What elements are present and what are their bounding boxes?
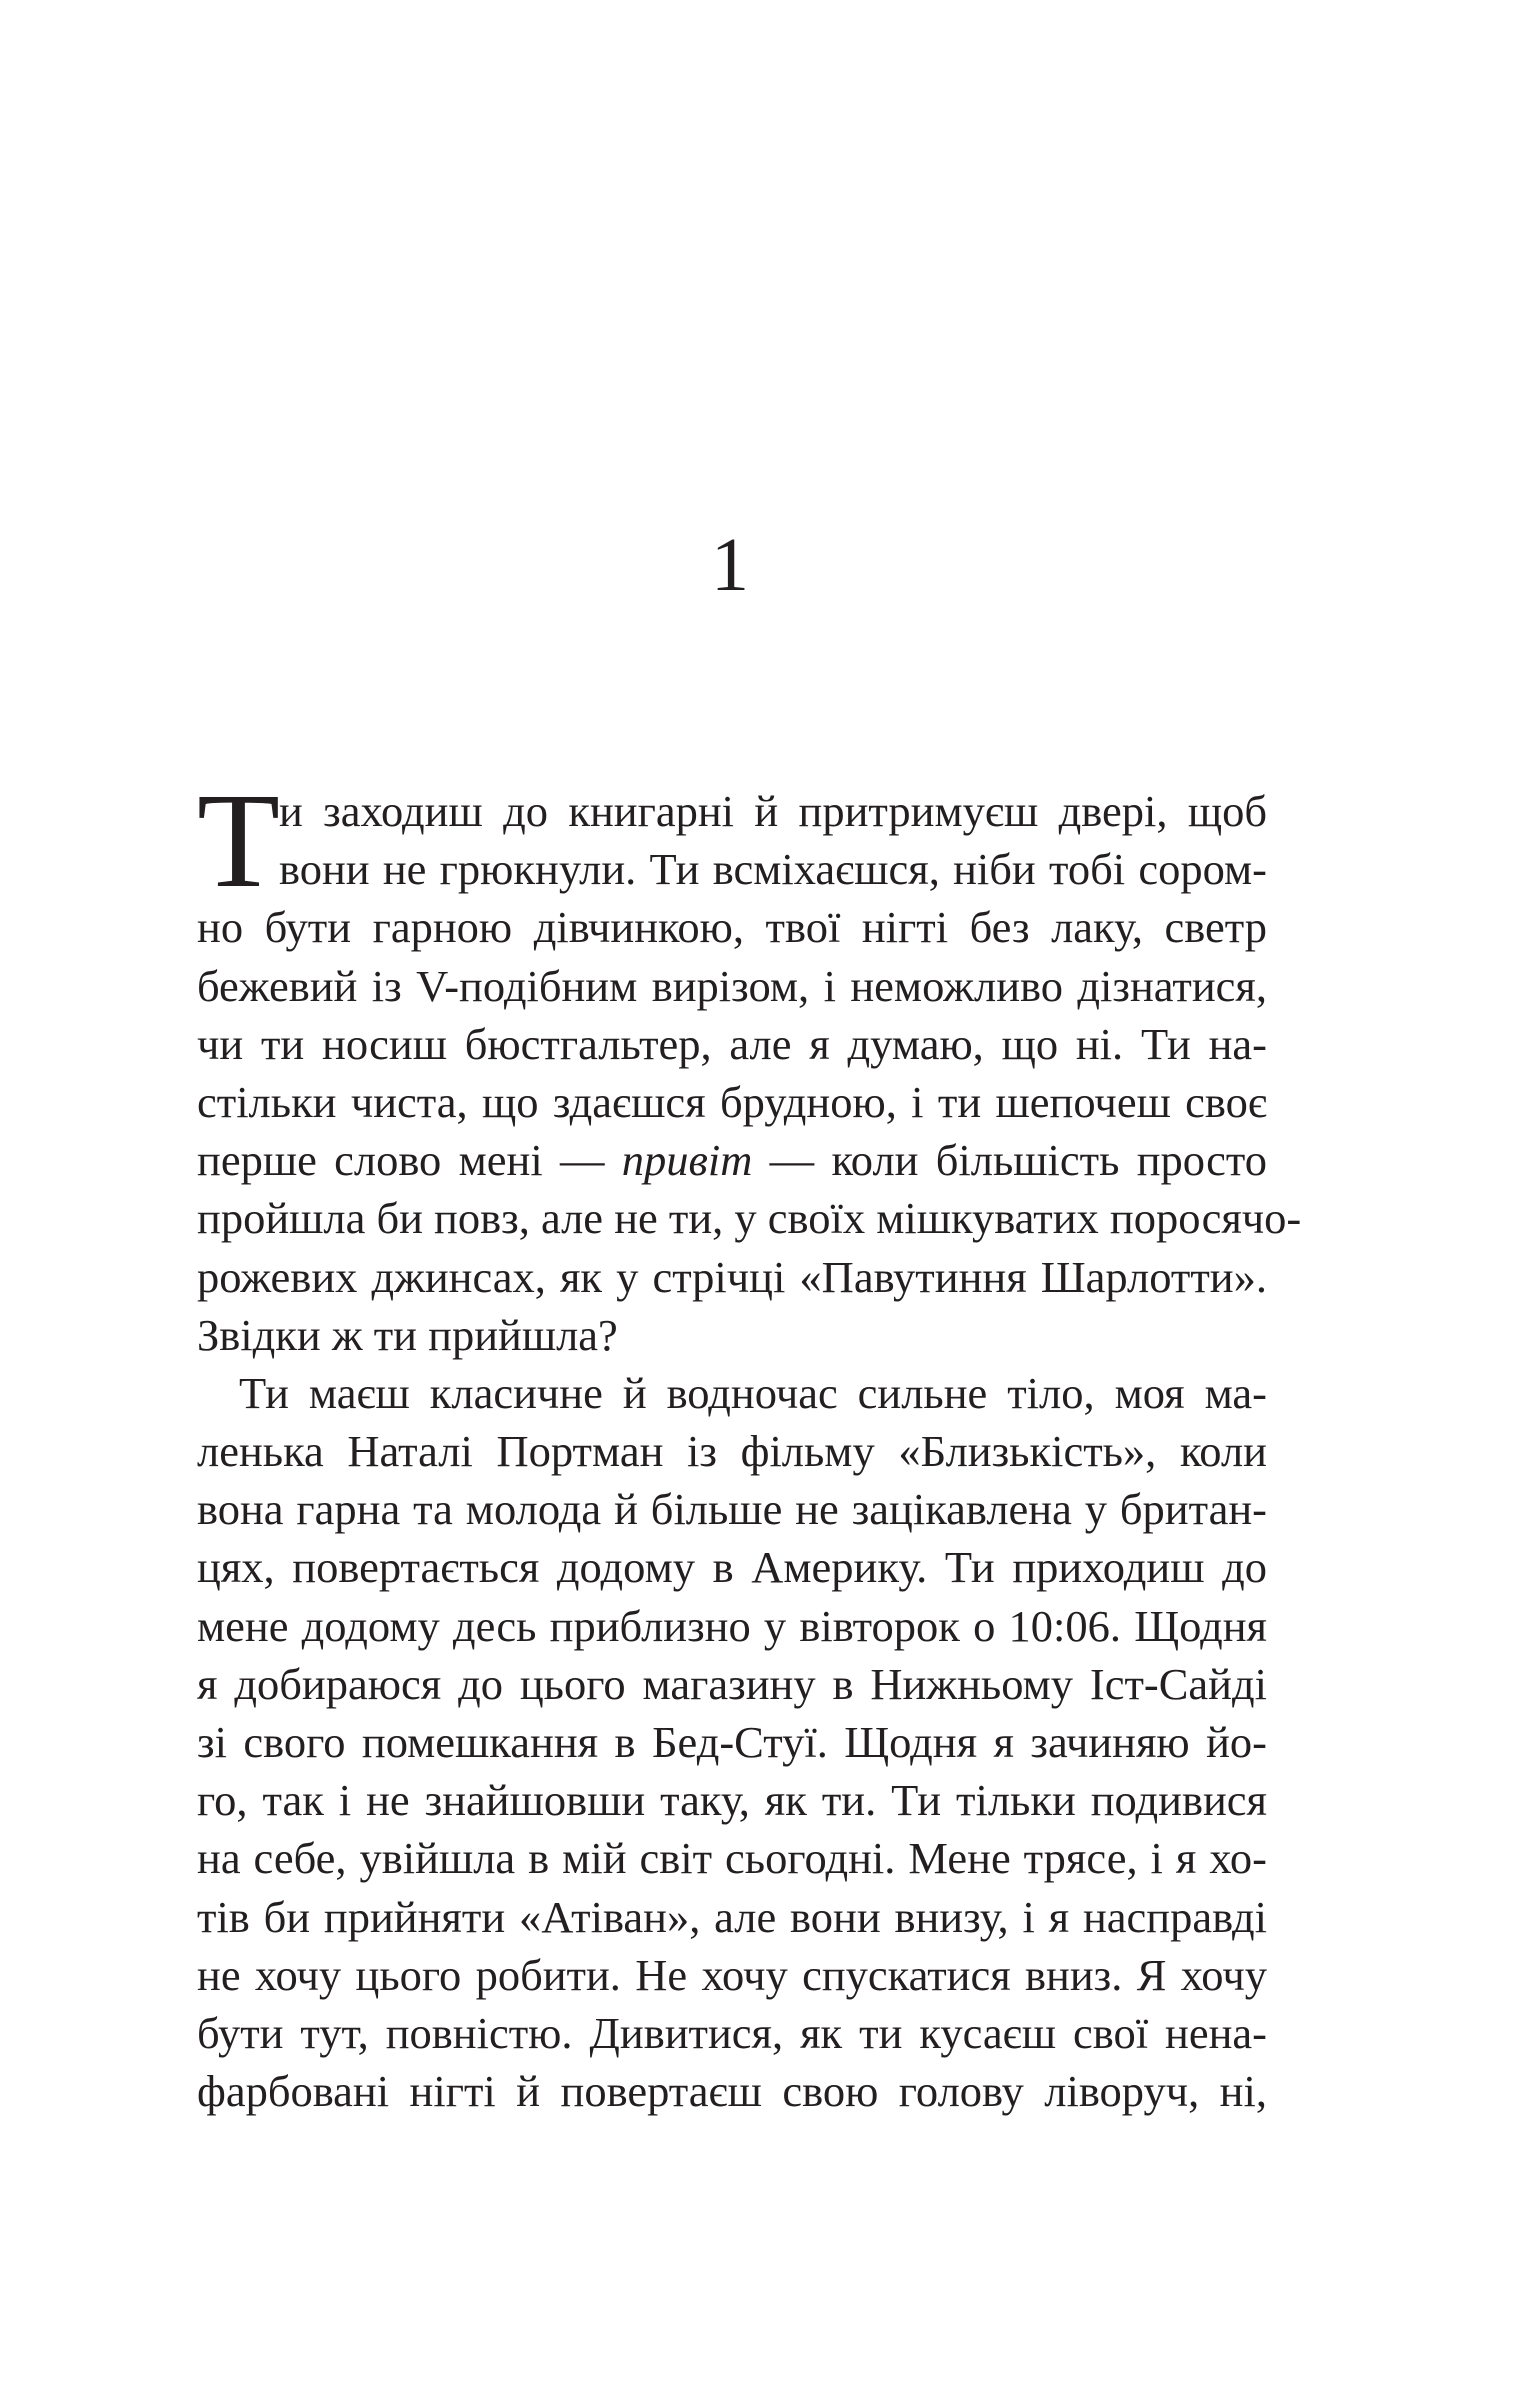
text-line: зі свого помешкання в Бед-Стуї. Щодня я зачиняю йо- bbox=[197, 1717, 1267, 1767]
text-line: вони не грюкнули. Ти всміхаєшся, ніби тобі сором- bbox=[279, 844, 1267, 895]
text-line: го, так і не знайшовши таку, як ти. Ти тільки подивися bbox=[197, 1775, 1267, 1826]
text-line: но бути гарною дівчинкою, твої нігті без лаку, светр bbox=[197, 902, 1267, 953]
text-line: вона гарна та молода й більше не зацікавлена у британ- bbox=[197, 1484, 1267, 1535]
text-line: Ти маєш класичне й водночас сильне тіло, моя ма- bbox=[239, 1367, 1267, 1418]
text-line: я добираюся до цього магазину в Нижньому Іст-Сайді bbox=[197, 1658, 1267, 1709]
text-segment: — коли більшість просто bbox=[752, 1135, 1267, 1186]
text-line bbox=[197, 1131, 1267, 1189]
text-line: Звідки ж ти прийшла? bbox=[197, 1309, 618, 1360]
text-line: не хочу цього робити. Не хочу спускатися вниз. Я хочу bbox=[197, 1949, 1267, 2000]
text-line: ленька Наталі Портман із фільму «Близькість», коли bbox=[197, 1426, 1267, 1477]
text-line: бути тут, повністю. Дивитися, як ти кусаєш свої нена- bbox=[197, 2007, 1267, 2058]
text-line: фарбовані нігті й повертаєш свою голову ліворуч, ні, bbox=[197, 2066, 1267, 2117]
chapter-number: 1 bbox=[711, 523, 749, 607]
text-line: пройшла би повз, але не ти, у своїх мішкуватих поросячо- bbox=[197, 1193, 1302, 1244]
text-line: и заходиш до книгарні й притримуєш двері, щоб bbox=[279, 786, 1267, 836]
text-line: рожевих джинсах, як у стрічці «Павутиння Шарлотти». bbox=[197, 1251, 1267, 1302]
text-line: стільки чиста, що здаєшся брудною, і ти шепочеш своє bbox=[197, 1076, 1267, 1127]
drop-cap: Т bbox=[197, 766, 281, 916]
text-segment: перше слово мені — bbox=[197, 1135, 622, 1186]
text-line: бежевий із V-подібним вирізом, і неможливо дізнатися, bbox=[197, 960, 1267, 1011]
text-line: цях, повертається додому в Америку. Ти приходиш до bbox=[197, 1542, 1267, 1593]
body-text bbox=[197, 766, 1302, 2120]
text-line: тів би прийняти «Атіван», але вони внизу, і я насправді bbox=[197, 1891, 1267, 1942]
text-line: на себе, увійшла в мій світ сьогодні. Мене трясе, і я хо- bbox=[197, 1833, 1267, 1884]
text-line: мене додому десь приблизно у вівторок о 10:06. Щодня bbox=[197, 1600, 1267, 1651]
text-line: чи ти носиш бюстгальтер, але я думаю, що ні. Ти на- bbox=[197, 1018, 1267, 1069]
italic-word: привіт bbox=[621, 1135, 753, 1186]
